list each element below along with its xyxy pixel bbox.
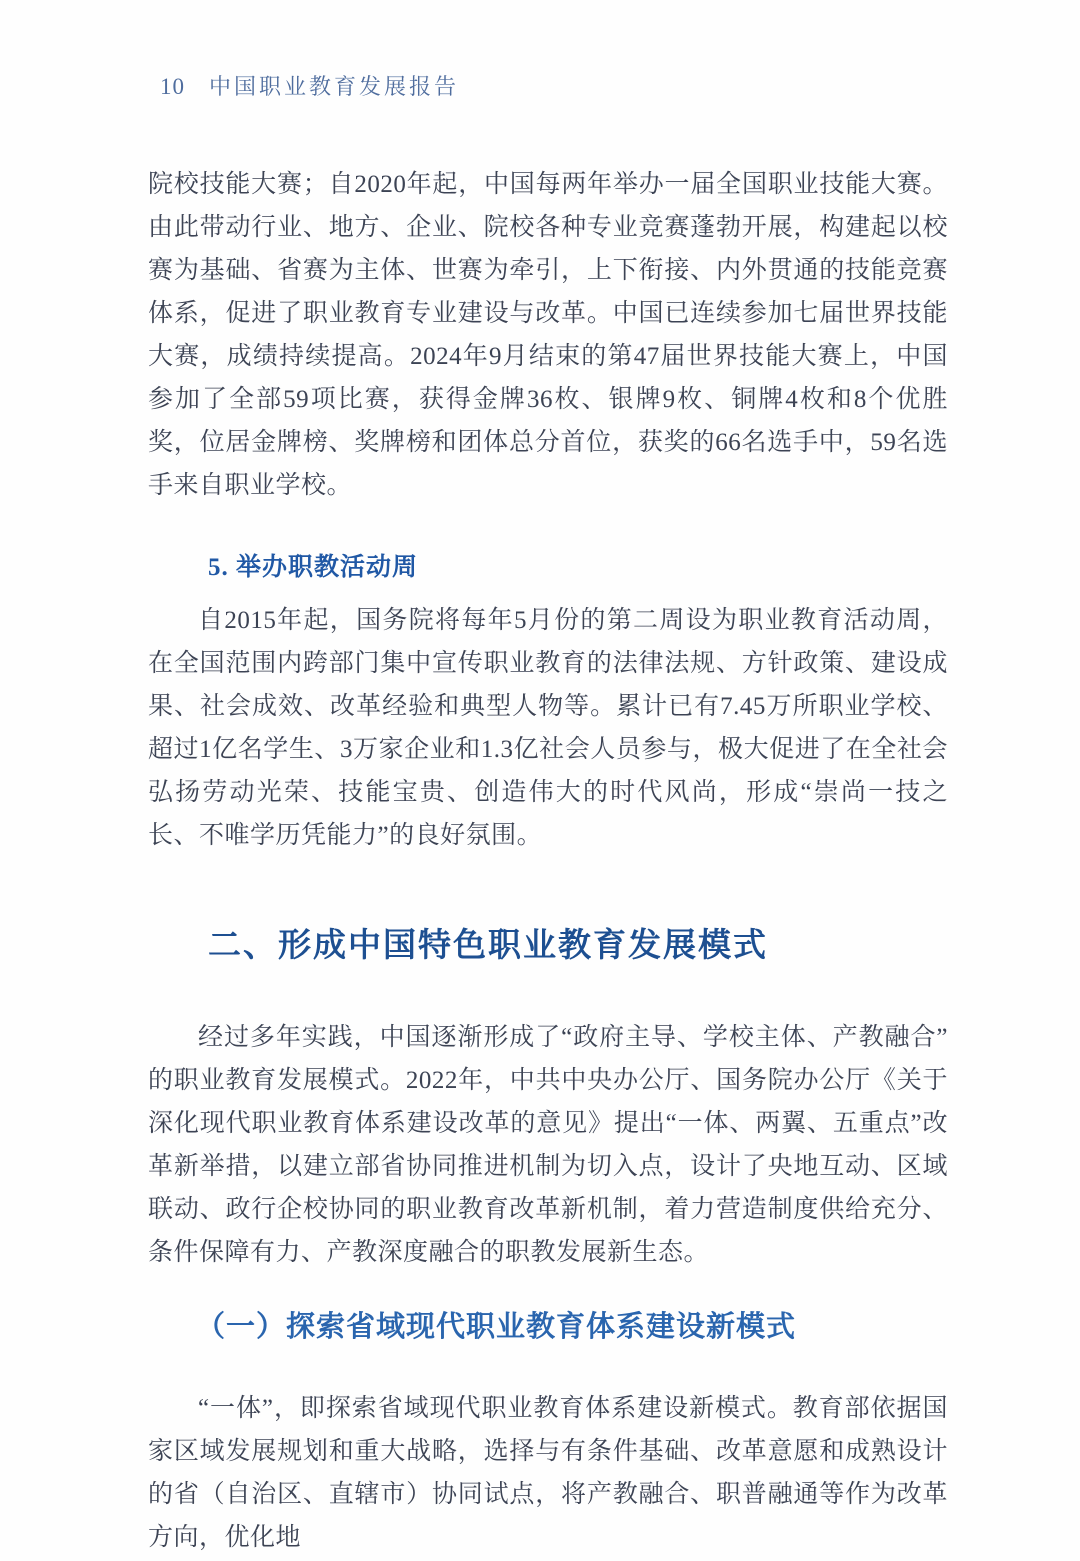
book-title: 中国职业教育发展报告 — [209, 74, 460, 99]
paragraph-activity-week: 自2015年起，国务院将每年5月份的第二周设为职业教育活动周，在全国范围内跨部门集中宣传职业教育的法律法规、方针政策、建设成果、社会成效、改革经验和典型人物等。累计已有7.45万所职业学校、超过1亿名学生、3万家企业和1.3亿社会人员参与，极大促进了在全社会弘扬劳动光荣、技能宝贵、创造伟大的时代风尚，形成“崇尚一技之长、不唯学历凭能力”的良好氛围。 — [148, 607, 948, 849]
paragraph-subsection-one-body: “一体”，即探索省域现代职业教育体系建设新模式。教育部依据国家区域发展规划和重大战略，选择与有条件基础、改革意愿和成熟设计的省（自治区、直辖市）协同试点，将产教融合、职普融通等作为改革方向，优化地 — [148, 1395, 948, 1551]
heading-part-two: 二、形成中国特色职业教育发展模式 — [208, 928, 768, 964]
paragraph-skills-competition: 院校技能大赛；自2020年起，中国每两年举办一届全国职业技能大赛。由此带动行业、地方、企业、院校各种专业竞赛蓬勃开展，构建起以校赛为基础、省赛为主体、世赛为牵引，上下衔接、内外贯通的技能竞赛体系，促进了职业教育专业建设与改革。中国已连续参加七届世界技能大赛，成绩持续提高。2024年9月结束的第47届世界技能大赛上，中国参加了全部59项比赛，获得金牌36枚、银牌9枚、铜牌4枚和8个优胜奖，位居金牌榜、奖牌榜和团体总分首位，获奖的66名选手中，59名选手来自职业学校。 — [148, 171, 948, 499]
content-column — [148, 0, 948, 1559]
running-header — [160, 70, 948, 101]
heading-subsection-one: （一）探索省域现代职业教育体系建设新模式 — [196, 1311, 797, 1343]
heading-section-5: 5. 举办职教活动周 — [208, 554, 419, 581]
paragraph-part-two-intro: 经过多年实践，中国逐渐形成了“政府主导、学校主体、产教融合”的职业教育发展模式。2022年，中共中央办公厅、国务院办公厅《关于深化现代职业教育体系建设改革的意见》提出“一体、两翼、五重点”改革新举措，以建立部省协同推进机制为切入点，设计了央地互动、区域联动、政行企校协同的职业教育改革新机制，着力营造制度供给充分、条件保障有力、产教深度融合的职教发展新生态。 — [148, 1024, 948, 1266]
page-number: 10 — [160, 74, 185, 99]
